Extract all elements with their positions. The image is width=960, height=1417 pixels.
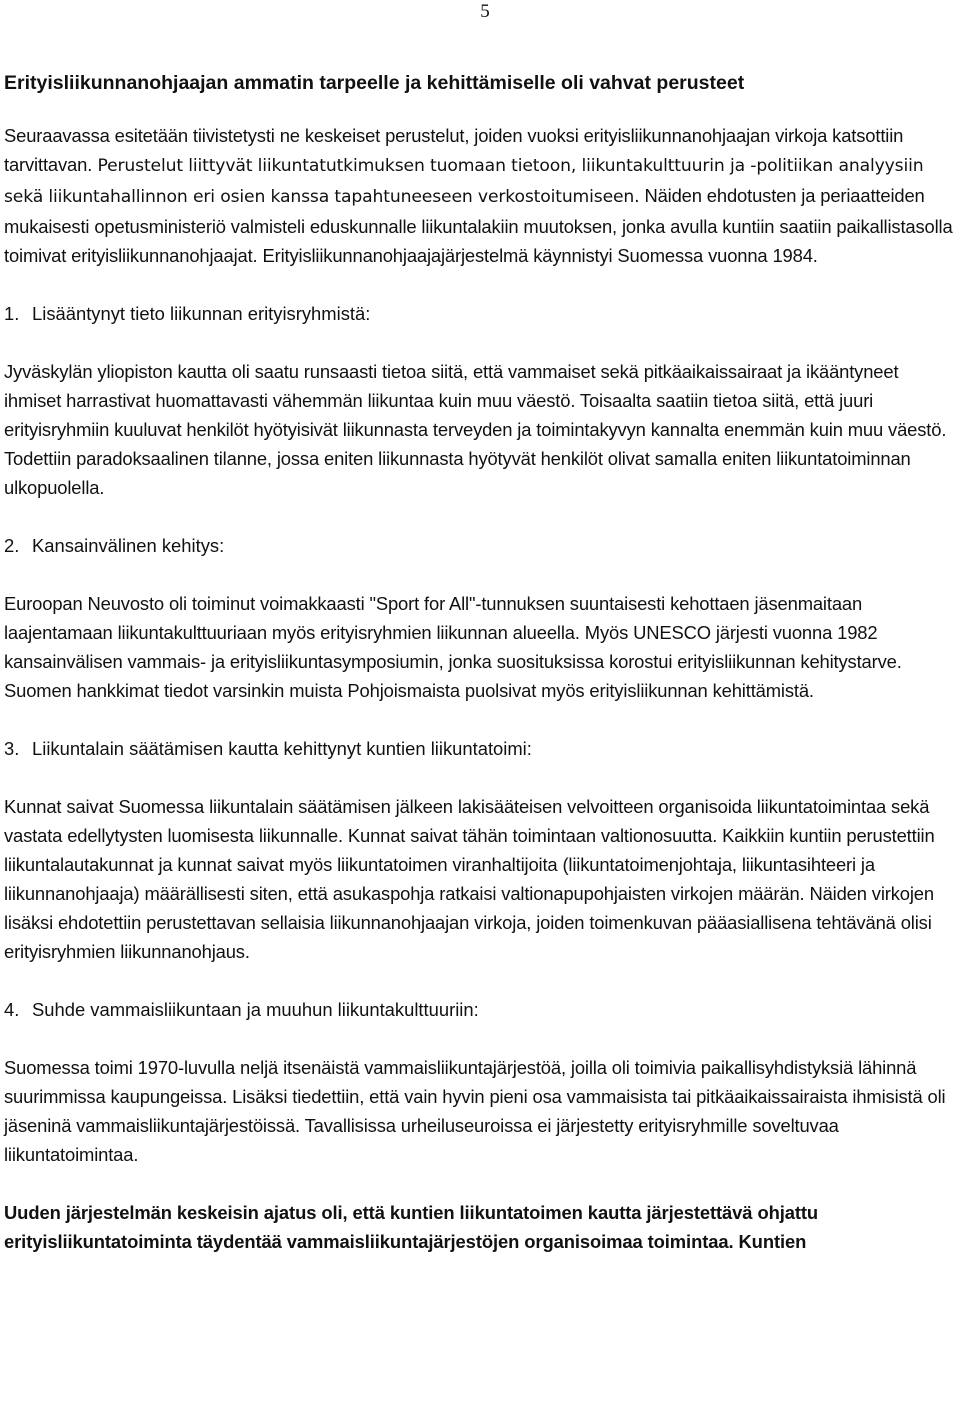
section-1-number: 1. <box>4 303 20 324</box>
intro-sentence-1: Seuraavassa esitetään tiivistetysti ne keskeiset perustelut, joiden vuoksi erityisliikunnanohjaajan virkoja katsottiin tarvittavan. <box>4 125 904 175</box>
closing-bold-paragraph: Uuden järjestelmän keskeisin ajatus oli, että kuntien liikuntatoimen kautta järjestettävä ohjattu erityisliikuntatoiminta täydentää vammaisliikuntajärjestöjen organisoimaa toimintaa. Kuntien <box>4 1202 819 1252</box>
intro-sentence-3: Näiden ehdotusten ja periaatteiden mukaisesti opetusministeriö valmisteli eduskunnalle liikuntalakiin muutoksen, jonka avulla kuntiin saatiin paikallistasolla toimivat erityisliikunnanohjaajat. Erityisliikunnanohjaajajärjestelmä käynnistyi Suomessa vuonna 1984. <box>4 185 953 266</box>
intro-sentence-2: Perustelut liittyvät liikuntatutkimuksen tuomaan tietoon, liikuntakulttuurin ja -politiikan analyysiin sekä liikuntahallinnon eri osien kanssa tapahtuneeseen verkostoitumiseen. <box>4 156 924 207</box>
section-2-title-text: Kansainvälinen kehitys: <box>32 535 225 556</box>
section-3-body: Kunnat saivat Suomessa liikuntalain säätämisen jälkeen lakisääteisen velvoitteen organisoida liikuntatoimintaa sekä vastata edellytysten luomisesta liikunnalle. Kunnat saivat tähän toimintaan valtionosuutta. Kaikkiin kuntiin perustettiin liikuntalautakunnat ja kunnat saivat myös liikuntatoimen viranhaltijoita (liikuntatoimenjohtaja, liikuntasihteeri ja liikunnanohjaaja) määrällisesti siten, että asukaspohja ratkaisi valtionapupohjaisten virkojen määrän. Näiden virkojen lisäksi ehdotettiin perustettavan sellaisia liikunnanohjaajan virkoja, joiden toimenkuvan pääasiallisena tehtävänä olisi erityisryhmien liikunnanohjaus. <box>4 796 935 962</box>
section-1-body: Jyväskylän yliopiston kautta oli saatu runsaasti tietoa siitä, että vammaiset sekä pitkäaikaissairaat ja ikääntyneet ihmiset harrastivat huomattavasti vähemmän liikuntaa kuin muu väestö. Toisaalta saatiin tietoa siitä, että juuri erityisryhmiin kuuluvat henkilöt hyötyisivät liikunnasta terveyden ja toimintakyvyn kannalta enemmän kuin muu väestö. Todettiin paradoksaalinen tilanne, jossa eniten liikunnasta hyötyvät henkilöt olivat samalla eniten liikuntatoiminnan ulkopuolella. <box>4 361 947 498</box>
intro-paragraph <box>4 121 958 270</box>
section-4-title <box>4 995 958 1024</box>
section-3-title <box>4 734 958 763</box>
section-2-body: Euroopan Neuvosto oli toiminut voimakkaasti "Sport for All"-tunnuksen suuntaisesti kehottaen jäsenmaitaan laajentamaan liikuntakulttuuriaan myös erityisryhmien liikunnan alueella. Myös UNESCO järjesti vuonna 1982 kansainvälisen vammais- ja erityisliikuntasymposiumin, jonka suosituksissa korostui erityisliikunnan kehitystarve. Suomen hankkimat tiedot varsinkin muista Pohjoismaista puolsivat myös erityisliikunnan kehittämistä. <box>4 593 902 701</box>
section-1-title <box>4 299 958 328</box>
section-2-number: 2. <box>4 535 20 556</box>
document-body <box>4 69 958 1256</box>
section-3-title-text: Liikuntalain säätämisen kautta kehittynyt kuntien liikuntatoimi: <box>32 738 532 759</box>
section-2-title <box>4 531 958 560</box>
section-4-body: Suomessa toimi 1970-luvulla neljä itsenäistä vammaisliikuntajärjestöä, joilla oli toimivia paikallisyhdistyksiä lähinnä suurimmissa kaupungeissa. Lisäksi tiedettiin, että vain hyvin pieni osa vammaisista tai pitkäaikaissairaista ihmisistä oli jäseninä vammaisliikuntajärjestöissä. Tavallisissa urheiluseuroissa ei järjestetty erityisryhmille soveltuvaa liikuntatoimintaa. <box>4 1057 946 1165</box>
document-heading: Erityisliikunnanohjaajan ammatin tarpeelle ja kehittämiselle oli vahvat perusteet <box>4 72 745 94</box>
section-4-title-text: Suhde vammaisliikuntaan ja muuhun liikuntakulttuuriin: <box>32 999 479 1020</box>
section-1-title-text: Lisääntynyt tieto liikunnan erityisryhmistä: <box>32 303 371 324</box>
section-4-number: 4. <box>4 999 20 1020</box>
section-3-number: 3. <box>4 738 20 759</box>
page-number: 5 <box>480 1 490 22</box>
